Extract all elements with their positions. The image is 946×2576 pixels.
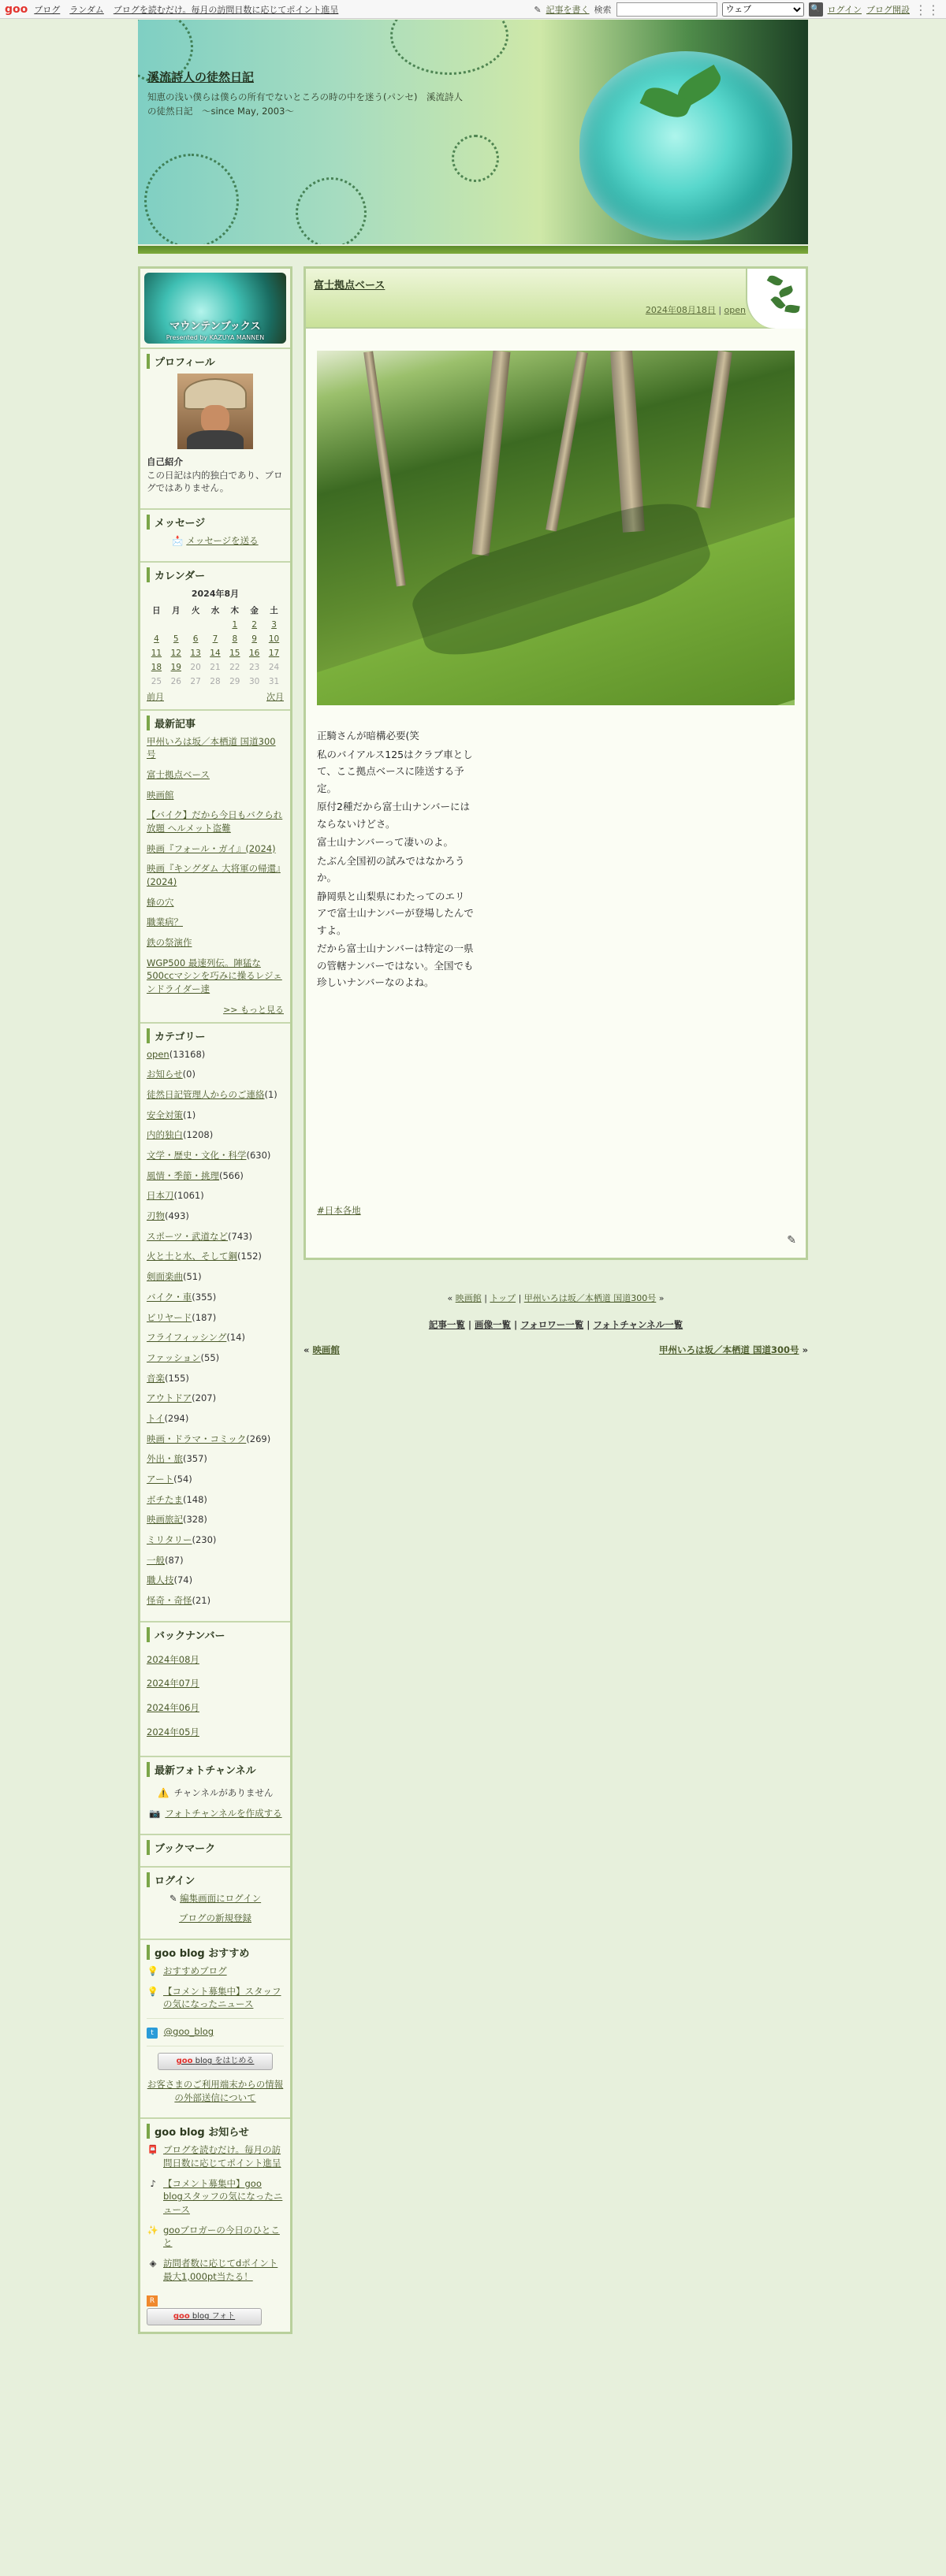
entry-category[interactable]: open [724,305,746,315]
create-channel-row [147,1807,284,1820]
category-count: (152) [237,1251,262,1262]
calendar-day[interactable]: 2 [251,619,257,630]
news-item [147,2177,284,2217]
calendar-day[interactable]: 3 [271,619,277,630]
article-list-link[interactable]: 記事一覧 [428,1318,465,1330]
pencil-icon: ✎ [534,4,542,15]
category-item [147,1412,284,1426]
blog-description: 知恵の浅い僕らは僕らの所有でないところの時の中を迷う(パンセ) 溪流詩人の徒然日記 〜since May, 2003〜 [147,91,463,117]
news-link[interactable]: 訪問者数に応じてdポイント最大1,000pt当たる！ [163,2258,278,2282]
category-count: (743) [228,1230,252,1242]
category-count: (1) [183,1109,196,1121]
calendar-day[interactable]: 9 [251,634,257,644]
category-count: (55) [200,1351,220,1363]
category-count: (630) [246,1150,271,1162]
calendar-weekday: 水 [210,605,220,615]
recent-post-item [147,735,284,761]
list-links: 記事一覧 | 画像一覧 | フォロワー一覧 | フォトチャンネル一覧 [428,1318,683,1330]
open-blog-link[interactable]: ブログ開設 [866,5,910,15]
category-link[interactable]: 怪奇・奇怪 [147,1594,192,1606]
pager-top-link[interactable]: トップ [490,1292,516,1303]
calendar-prev-link[interactable]: 前月 [147,691,164,702]
category-link[interactable]: フライフィッシング [147,1332,227,1344]
entry-paragraph: 正騎さんが暗構必要(笑 [317,730,419,742]
category-count: (207) [192,1392,217,1404]
profile-section [140,348,290,508]
calendar-weekday: 木 [230,605,240,615]
entry-meta: 2024年08月18日 | open [645,305,746,315]
recent-post-link[interactable]: 蜂の穴 [147,896,174,908]
news-section [140,2117,290,2332]
category-count: (493) [165,1210,189,1222]
category-item [147,1169,284,1183]
category-item [147,1574,284,1587]
edit-login-row [147,1892,284,1905]
category-link[interactable]: 安全対策 [147,1109,183,1121]
calendar-day: 26 [170,676,181,686]
category-link[interactable]: 内的独白 [147,1129,183,1141]
calendar-day[interactable]: 10 [268,634,280,644]
recent-post-item [147,808,284,835]
entry-pager: « 映画館 | トップ | 甲州いろは坂／本栖道 国道300号 » [447,1292,665,1303]
section-heading: メッセージ [147,515,284,530]
calendar-day[interactable]: 19 [170,662,181,672]
calendar-day[interactable]: 7 [212,634,218,644]
category-link[interactable]: 文学・歴史・文化・科学 [147,1150,247,1162]
recent-post-item [147,842,284,856]
category-link[interactable]: アウトドア [147,1392,192,1404]
calendar-day[interactable]: 4 [154,634,159,644]
lace-decoration [144,154,239,244]
main-column [304,266,808,1356]
category-link[interactable]: お知らせ [147,1069,183,1080]
category-item [147,1351,284,1365]
goo-top-bar [0,0,946,19]
calendar-section [140,561,290,709]
recent-post-link[interactable]: 鉄の祭演作 [147,937,192,949]
goo-logo[interactable]: goo [5,2,28,16]
section-heading: ブックマーク [147,1840,284,1855]
recent-post-item [147,768,284,782]
calendar-table [147,603,284,689]
mountain-books-banner[interactable] [144,273,286,344]
intro-text: この日記は内的独白であり、ブログではありません。 [147,469,283,494]
calendar-day: 20 [190,662,201,672]
calendar-weekday: 土 [270,605,278,615]
entry-title[interactable]: 富士拠点ベース [314,280,385,292]
category-count: (566) [219,1169,244,1181]
entry-paragraph: 富士山ナンバーって凄いのよ。 [317,836,454,848]
backnumber-link[interactable]: 2024年05月 [147,1726,199,1738]
search-label: 検索 [594,5,612,15]
section-heading: カテゴリー [147,1028,284,1043]
category-item [147,1594,284,1608]
category-count: (155) [165,1372,189,1384]
photo-channel-list-link[interactable]: フォトチャンネル一覧 [593,1318,683,1330]
recent-post-link[interactable]: 映画『キングダム 大将軍の帰還』(2024) [147,863,281,888]
topbar-link-points[interactable]: ブログを読むだけ。毎月の訪問日数に応じてポイント進呈 [113,4,339,15]
calendar-weekday: 金 [250,605,259,615]
backnumber-list [147,1653,284,1739]
category-item [147,1554,284,1567]
no-channel-text: チャンネルがありません [173,1787,274,1799]
category-item [147,1291,284,1304]
recommend-item [147,1985,284,2011]
backnumber-section [140,1621,290,1756]
category-item [147,1149,284,1162]
category-count: (1) [264,1089,277,1101]
category-link[interactable]: アート [147,1473,174,1485]
news-link[interactable]: gooブロガーの今日のひとこと [163,2224,280,2249]
calendar-weekday: 月 [172,605,181,615]
category-item [147,1513,284,1526]
prev-next-nav: « 映画館 甲州いろは坂／本栖道 国道300号 » [304,1344,808,1355]
recent-post-link[interactable]: 富士拠点ベース [147,769,210,781]
blog-entry [304,266,808,1260]
create-channel-link[interactable]: フォトチャンネルを作成する [165,1807,282,1819]
backnumber-link[interactable]: 2024年06月 [147,1701,199,1713]
category-count: (74) [173,1574,193,1586]
calendar-day[interactable]: 15 [229,648,240,658]
recent-post-item [147,957,284,996]
category-section [140,1022,290,1621]
entry-date[interactable]: 2024年08月18日 [645,305,716,315]
category-count: (187) [192,1311,217,1323]
edit-login-link[interactable]: 編集画面にログイン [180,1892,262,1904]
recent-post-link[interactable]: 甲州いろは坂／本栖道 国道300号 [147,735,276,760]
section-heading: goo blog おすすめ [147,1945,284,1960]
page-wrapper [138,20,808,2334]
category-count: (269) [246,1433,271,1444]
news-item [147,2224,284,2250]
recent-post-link[interactable]: WGP500 最速列伝。陣猛な500ccマシンを巧みに操るレジェンドライダー達 [147,957,282,995]
recent-post-item [147,916,284,929]
category-link[interactable]: 音楽 [147,1372,165,1384]
calendar-day[interactable]: 11 [151,648,162,658]
note-icon: ♪ [150,2177,156,2189]
category-link[interactable]: 風情・季節・挑理 [147,1169,219,1181]
leaf-decoration [746,269,806,329]
category-link[interactable]: 職人技 [147,1574,174,1586]
calendar-weekday: 火 [191,605,200,615]
category-item [147,1433,284,1446]
category-link[interactable]: トイ [147,1412,165,1424]
photo-channel-section [140,1756,290,1833]
category-item [147,1452,284,1466]
category-link[interactable]: ファッション [147,1351,201,1363]
category-link[interactable]: ボチたま [147,1493,183,1505]
calendar-day[interactable]: 17 [268,648,280,658]
calendar-day[interactable]: 6 [192,634,199,644]
search-input[interactable] [616,2,717,17]
topbar-link-random[interactable]: ランダム [69,4,104,15]
start-blog-button[interactable]: goo blog をはじめる [158,2053,273,2070]
category-item [147,1189,284,1203]
news-link[interactable]: ブログを読むだけ。毎月の訪問日数に応じてポイント進呈 [163,2144,281,2169]
section-heading: バックナンバー [147,1627,284,1642]
write-article-link[interactable]: 記事を書く [546,5,590,15]
image-list-link[interactable]: 画像一覧 [475,1318,512,1330]
recent-post-item [147,862,284,888]
calendar-day: 21 [210,662,221,672]
lace-decoration [296,177,367,244]
twitter-icon: t [147,2028,158,2039]
backnumber-link[interactable]: 2024年08月 [147,1653,199,1665]
category-item [147,1210,284,1223]
section-heading: プロフィール [147,354,284,369]
recent-post-item [147,936,284,950]
send-message-row [147,534,284,548]
category-item [147,1493,284,1507]
category-item [147,1331,284,1344]
section-heading: カレンダー [147,567,284,582]
calendar-day[interactable]: 12 [170,648,181,658]
search-icon[interactable]: 🔍 [809,2,823,17]
mail-icon: 📮 [147,2144,159,2156]
calendar-day: 23 [248,662,260,672]
pager-next-link[interactable]: 甲州いろは坂／本栖道 国道300号 [523,1292,657,1303]
category-item [147,1473,284,1486]
category-count: (51) [183,1271,202,1283]
dpoint-icon: ◈ [149,2258,157,2269]
category-item [147,1372,284,1385]
category-item [147,1270,284,1284]
category-item [147,1048,284,1061]
category-item [147,1533,284,1547]
category-item [147,1088,284,1102]
category-count: (87) [165,1554,184,1566]
category-link[interactable]: 一般 [147,1554,165,1566]
twitter-link[interactable]: @goo_blog [163,2025,214,2037]
recommend-link[interactable]: 【コメント募集中】スタッフの気になったニュース [163,1985,281,2010]
category-item [147,1109,284,1122]
category-item [147,1392,284,1405]
category-item [147,1311,284,1325]
category-link[interactable]: ミリタリー [147,1533,192,1545]
category-count: (1208) [183,1129,214,1141]
category-link[interactable]: 映画旅記 [147,1514,183,1526]
backnumber-item [147,1653,284,1667]
topbar-link-blog[interactable]: ブログ [34,4,61,15]
category-count: (355) [192,1291,217,1303]
entry-header [306,269,806,329]
calendar-day: 25 [151,676,162,686]
content-columns [138,266,808,2334]
category-item [147,1128,284,1142]
entry-paragraph: 静岡県と山梨県にわたってのエリアで富士山ナンバーが登場したんですよ。 [317,890,474,936]
category-count: (13168) [169,1048,206,1060]
calendar-day[interactable]: 18 [151,662,162,672]
recent-post-link[interactable]: 【バイク】だから今日もバクられ放題 ヘルメット盗難 [147,809,283,835]
bookmark-section [140,1834,290,1866]
sidebar [138,266,292,2334]
category-count: (230) [192,1533,217,1545]
calendar-day: 31 [268,676,280,686]
category-link[interactable]: 日本刀 [147,1190,174,1202]
section-heading: 最新記事 [147,716,284,730]
section-heading: goo blog お知らせ [147,2124,284,2139]
shaved-ice-glass-image [579,51,792,240]
topbar-right [534,0,940,19]
calendar-nav [147,690,284,703]
pencil-icon: ✎ [169,1892,177,1904]
lightbulb-icon: 💡 [147,1985,159,1997]
category-item [147,1230,284,1243]
sparkle-icon: ✨ [147,2224,159,2236]
calendar-day[interactable]: 16 [248,648,260,658]
backnumber-link[interactable]: 2024年07月 [147,1678,199,1689]
next-entry-link[interactable]: 甲州いろは坂／本栖道 国道300号 [659,1344,799,1355]
recent-post-link[interactable]: 職業病？ [147,916,183,928]
news-item [147,2257,284,2283]
login-section [140,1866,290,1939]
lightbulb-icon: 💡 [147,1965,159,1976]
recent-posts-section [140,709,290,1022]
entry-body [317,727,475,991]
blog-title[interactable]: 溪流詩人の徒然日記 [147,70,255,84]
recommend-item [147,1965,284,1978]
category-count: (0) [182,1069,196,1080]
category-item [147,1068,284,1081]
prev-entry-link[interactable]: 映画館 [312,1344,340,1355]
entry-paragraph: だから富士山ナンバーは特定の一県の管轄ナンバーではない。全国でも珍しいナンバーなのよね。 [317,942,474,988]
category-link[interactable]: ビリヤード [147,1311,192,1323]
entry-paragraph: たぶん全国初の試みではなかろうか。 [317,854,465,883]
rss-icon[interactable]: R [147,2295,158,2307]
calendar-day: 27 [190,676,201,686]
goo-blog-photo-button[interactable]: goo blog フォト [147,2308,262,2325]
register-link[interactable]: ブログの新規登録 [179,1912,251,1924]
category-link[interactable]: 徒然日記管理人からのご連絡 [147,1089,265,1101]
calendar-month: 2024年8月 [191,588,240,599]
category-count: (1061) [173,1190,204,1202]
category-link[interactable]: スポーツ・武道など [147,1230,229,1242]
follower-list-link[interactable]: フォロワー一覧 [520,1318,584,1330]
news-item [147,2143,284,2169]
mail-icon: 📩 [172,535,184,547]
backnumber-item [147,1701,284,1715]
section-heading: 最新フォトチャンネル [147,1762,284,1777]
banner-subtitle: Presented by KAZUYA MANNEN [166,334,265,341]
login-link[interactable]: ログイン [827,5,862,15]
send-message-link[interactable]: メッセージを送る [186,535,259,547]
calendar-day[interactable]: 8 [232,634,238,644]
recommend-section [140,1939,290,2117]
recent-post-link[interactable]: 映画館 [147,789,174,801]
calendar-day[interactable]: 14 [210,648,221,658]
news-link[interactable]: 【コメント募集中】goo blogスタッフの気になったニュース [163,2177,283,2215]
entry-paragraph: 私のバイアルス125はクラブ車として、ここ拠点ベースに陸送する予定。 [317,748,473,794]
header-divider [138,246,808,254]
calendar-day: 24 [268,662,280,672]
recommend-link[interactable]: おすすめブログ [163,1965,227,1976]
banner-title: マウンテンブックス [169,321,261,333]
intro-label: 自己紹介 [147,456,183,467]
category-link[interactable]: 剣面楽曲 [147,1271,183,1283]
calendar-weekday: 日 [152,605,161,615]
calendar-day[interactable]: 13 [190,648,201,658]
category-count: (148) [183,1493,207,1505]
backnumber-item [147,1726,284,1739]
category-link[interactable]: open [147,1048,169,1060]
category-link[interactable]: 外出・旅 [147,1453,183,1465]
calendar-day[interactable]: 1 [232,619,238,630]
twitter-row [147,2025,284,2039]
category-count: (294) [164,1412,189,1424]
category-count: (54) [173,1473,192,1485]
calendar-day: 28 [210,676,221,686]
lace-decoration [452,135,499,182]
section-heading: ログイン [147,1872,284,1887]
calendar-day: 22 [229,662,240,672]
apps-grid-icon[interactable]: ⋮⋮ [914,2,940,17]
category-count: (21) [192,1594,211,1606]
forest-photo[interactable] [317,351,795,705]
edit-pencil-icon[interactable]: ✎ [787,1233,796,1247]
category-count: (357) [183,1453,207,1465]
search-scope-select[interactable] [722,2,804,17]
recent-posts-list [147,735,284,996]
no-channel-row [147,1786,284,1800]
calendar-next-link[interactable]: 次月 [266,691,284,702]
entry-tag[interactable]: #日本各地 [317,1204,361,1216]
warning-icon: ⚠️ [158,1787,169,1799]
external-transmission-link[interactable]: お客さまのご利用端末からの情報の外部送信について [147,2078,284,2103]
category-count: (328) [183,1514,207,1526]
backnumber-item [147,1677,284,1690]
more-posts-link[interactable]: >> もっと見る [223,1004,284,1015]
calendar-day: 29 [229,676,240,686]
blog-header [138,20,808,244]
category-link[interactable]: 映画・ドラマ・コミック [147,1433,247,1444]
calendar-day[interactable]: 5 [173,634,179,644]
calendar-day: 30 [248,676,260,686]
category-link[interactable]: 刃物 [147,1210,165,1222]
avatar [177,374,253,449]
lace-decoration [390,20,508,75]
category-link[interactable]: バイク・車 [147,1291,192,1303]
pager-prev-link[interactable]: 映画館 [455,1292,482,1303]
category-list [147,1048,284,1608]
message-section [140,508,290,561]
camera-icon: 📷 [149,1807,161,1819]
recent-post-link[interactable]: 映画『フォール・ガイ』(2024) [147,842,276,854]
entry-paragraph: 原付2種だから富士山ナンバーにはならないけどさ。 [317,801,470,830]
category-link[interactable]: 火と土と水、そして鋼 [147,1251,237,1262]
recent-post-item [147,896,284,909]
recent-post-item [147,789,284,802]
category-item [147,1250,284,1263]
category-count: (14) [226,1332,245,1344]
